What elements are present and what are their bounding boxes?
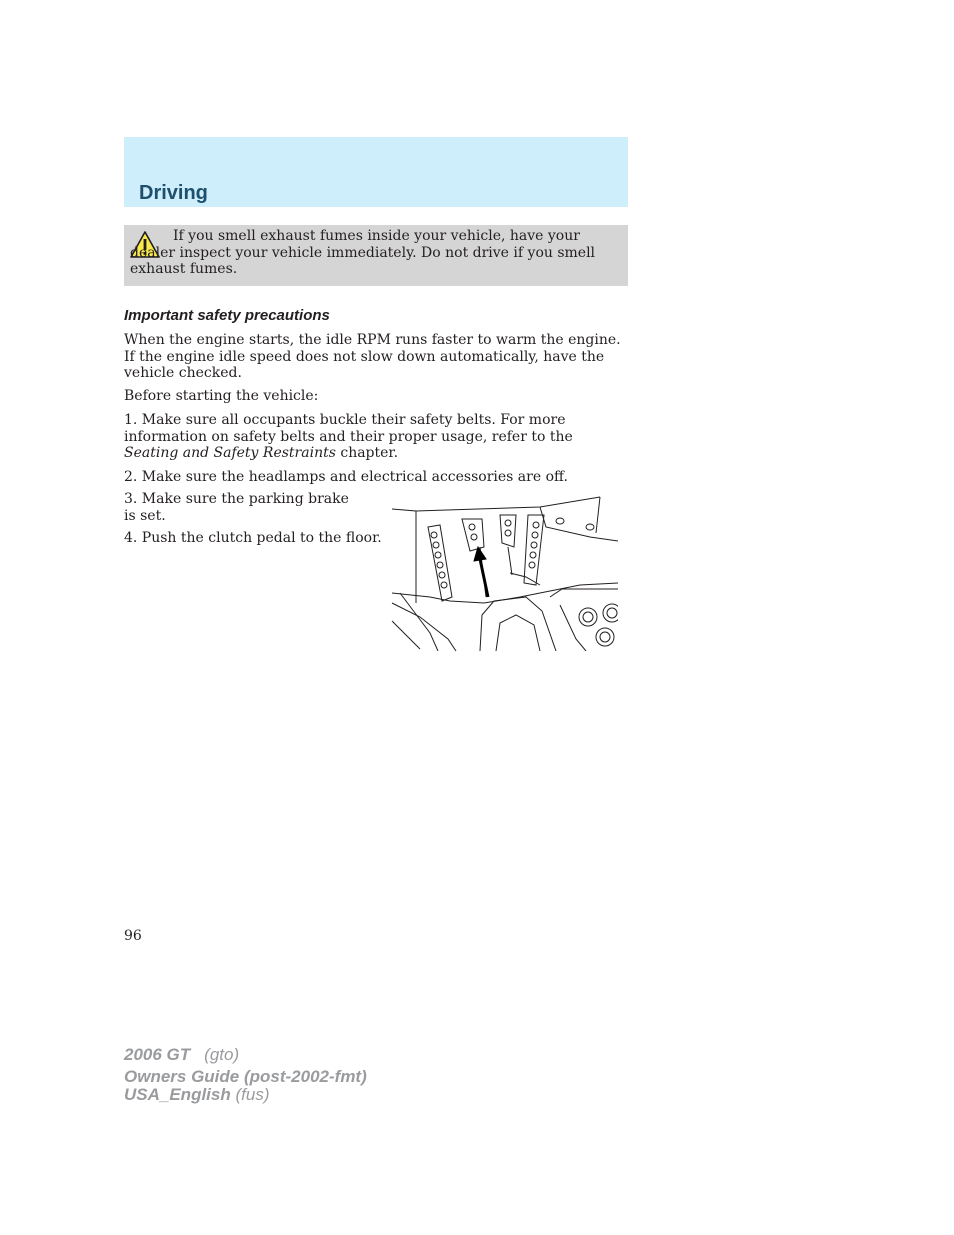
subheading: Important safety precautions [124,307,330,324]
page-number: 96 [124,928,142,944]
footer-language-line [124,1086,367,1104]
footer-language: USA_English [124,1085,231,1104]
step-1-end: chapter. [335,445,399,461]
footer-model: 2006 GT [124,1045,191,1064]
warning-text: If you smell exhaust fumes inside your vehicle, have your dealer inspect your vehicle immediately. Do not drive if you smell exhaust fumes. [130,228,596,277]
warning-box [124,225,628,286]
footer-model-code: (gto) [204,1045,240,1064]
step-3: 3. Make sure the parking brake is set. [124,491,349,524]
step-2: 2. Make sure the headlamps and electrical accessories are off. [124,469,568,485]
document-footer [124,1046,367,1104]
step-1 [124,412,628,462]
chapter-reference: Seating and Safety Restraints [124,445,336,461]
step-1-text: 1. Make sure all occupants buckle their safety belts. For more information on safety belts and their proper usage, refer to the [124,412,573,445]
clutch-pedal-illustration [390,493,618,651]
step-4: 4. Push the clutch pedal to the floor. [124,530,382,546]
section-title: Driving [139,182,208,204]
footer-language-code: (fus) [235,1085,270,1104]
footer-guide-line [124,1068,367,1086]
footer-guide: Owners Guide (post-2002-fmt) [124,1067,367,1086]
intro-paragraph: When the engine starts, the idle RPM runs faster to warm the engine. If the engine idle speed does not slow down automatically, have the vehicle checked. [124,332,621,381]
before-starting-text: Before starting the vehicle: [124,388,319,404]
footer-model-line [124,1046,367,1064]
section-header [124,137,628,207]
